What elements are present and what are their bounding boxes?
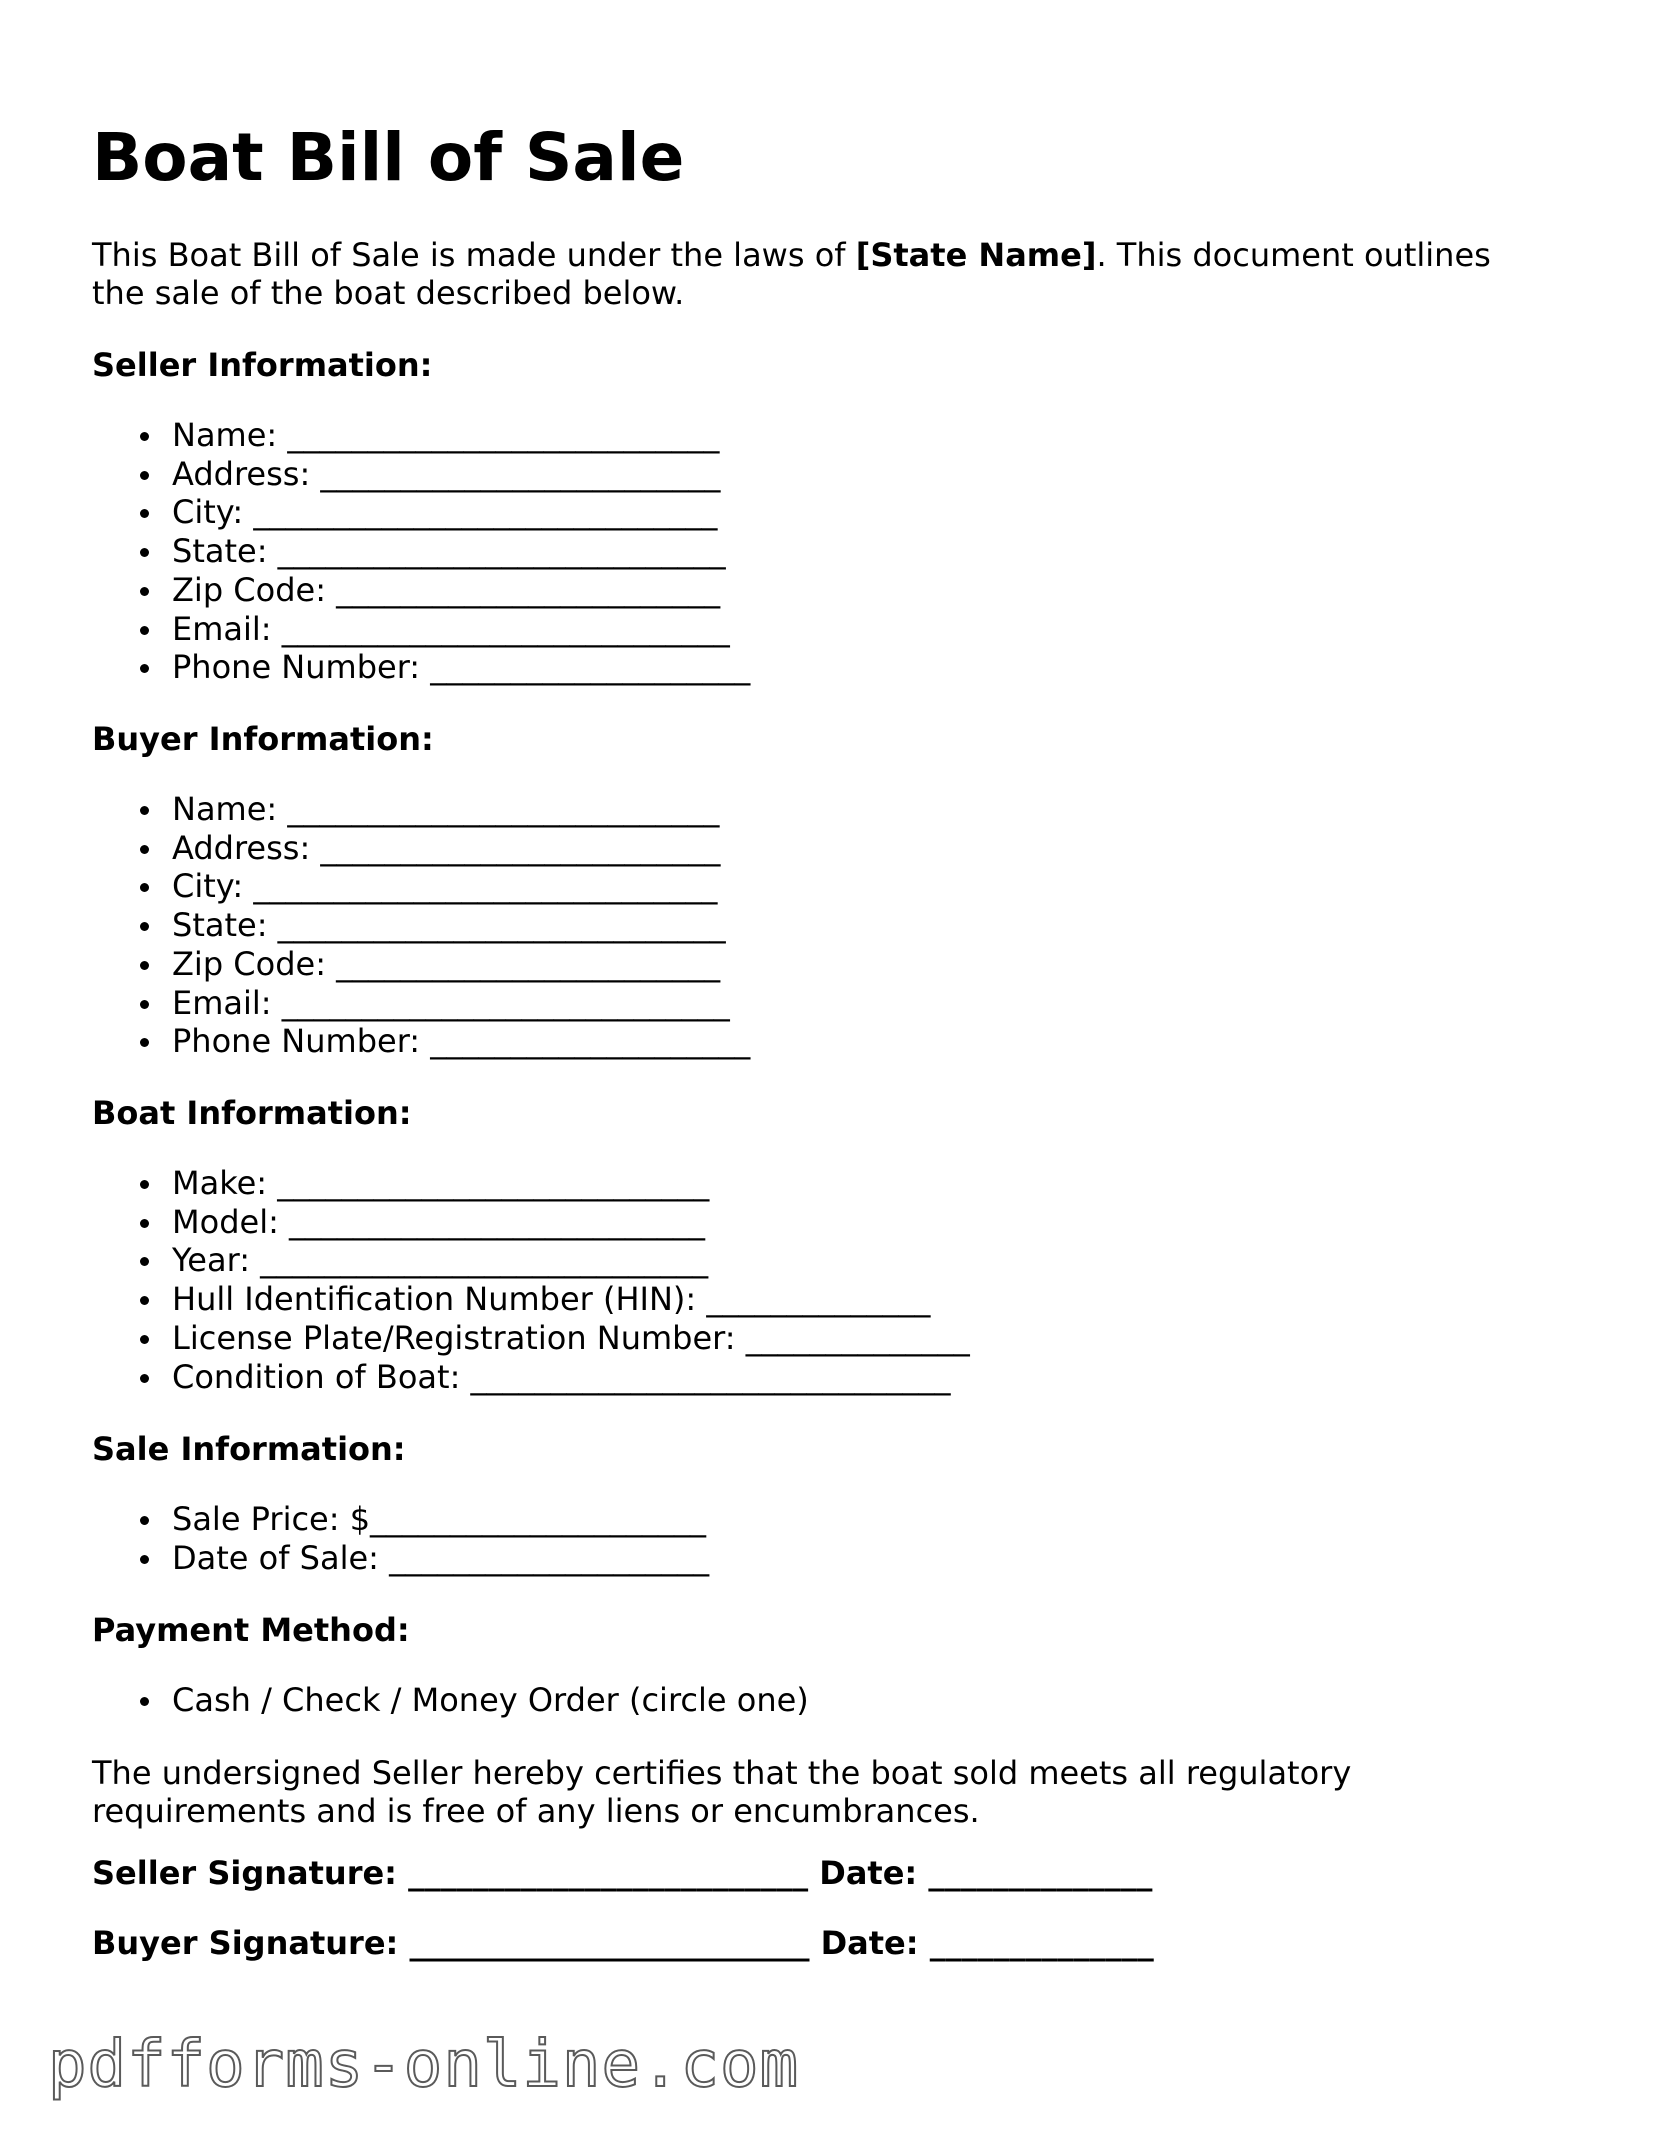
buyer-field-list [92,790,750,1061]
boat-model-field[interactable]: Model: __________________________ [92,1203,970,1242]
payment-method-options[interactable]: Cash / Check / Money Order (circle one) [92,1681,809,1720]
buyer-section-heading: Buyer Information: [92,720,434,758]
seller-field-list [92,416,750,687]
seller-email-field[interactable]: Email: ____________________________ [92,610,750,649]
sale-date-field[interactable]: Date of Sale: ____________________ [92,1539,709,1578]
intro-paragraph [92,236,1532,312]
intro-text-before: This Boat Bill of Sale is made under the laws of [92,236,856,274]
buyer-address-field[interactable]: Address: _________________________ [92,829,750,868]
buyer-name-field[interactable]: Name: ___________________________ [92,790,750,829]
sale-section-heading: Sale Information: [92,1430,406,1468]
boat-field-list [92,1164,970,1396]
seller-phone-field[interactable]: Phone Number: ____________________ [92,648,750,687]
boat-condition-field[interactable]: Condition of Boat: ______________________________ [92,1358,970,1397]
boat-make-field[interactable]: Make: ___________________________ [92,1164,970,1203]
intro-text-after: . This document outlines the sale of the boat described below. [92,236,1491,312]
seller-zip-field[interactable]: Zip Code: ________________________ [92,571,750,610]
buyer-email-field[interactable]: Email: ____________________________ [92,984,750,1023]
seller-signature-line[interactable]: Seller Signature: _________________________ Date: ______________ [92,1854,1153,1892]
boat-section-heading: Boat Information: [92,1094,412,1132]
seller-section-heading: Seller Information: [92,346,433,384]
state-name-placeholder: [State Name] [855,236,1097,274]
sale-price-field[interactable]: Sale Price: $_____________________ [92,1500,709,1539]
buyer-zip-field[interactable]: Zip Code: ________________________ [92,945,750,984]
buyer-signature-line[interactable]: Buyer Signature: _________________________ Date: ______________ [92,1924,1154,1962]
boat-hin-field[interactable]: Hull Identification Number (HIN): ______________ [92,1280,970,1319]
buyer-city-field[interactable]: City: _____________________________ [92,867,750,906]
sale-field-list [92,1500,709,1577]
seller-state-field[interactable]: State: ____________________________ [92,532,750,571]
boat-year-field[interactable]: Year: ____________________________ [92,1241,970,1280]
seller-address-field[interactable]: Address: _________________________ [92,455,750,494]
document-title: Boat Bill of Sale [92,119,685,196]
payment-option-list [92,1681,809,1720]
site-watermark: pdfforms-online.com [48,2028,800,2102]
buyer-phone-field[interactable]: Phone Number: ____________________ [92,1022,750,1061]
payment-section-heading: Payment Method: [92,1611,410,1649]
buyer-state-field[interactable]: State: ____________________________ [92,906,750,945]
certification-paragraph: The undersigned Seller hereby certifies that the boat sold meets all regulatory requirements and is free of any liens or encumbrances. [92,1754,1352,1830]
seller-name-field[interactable]: Name: ___________________________ [92,416,750,455]
boat-registration-field[interactable]: License Plate/Registration Number: ______________ [92,1319,970,1358]
seller-city-field[interactable]: City: _____________________________ [92,493,750,532]
